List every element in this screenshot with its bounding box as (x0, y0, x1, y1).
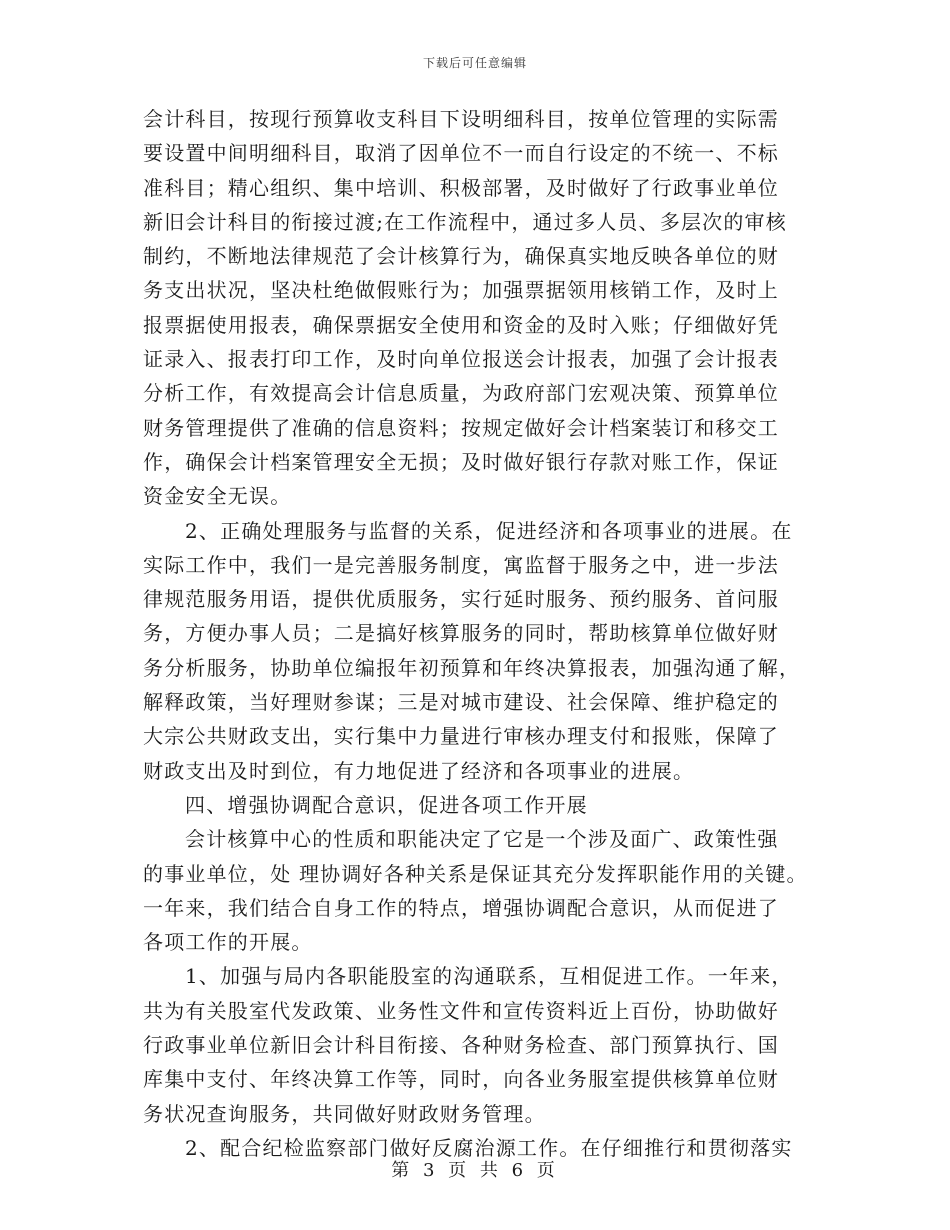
text-line: 各项工作的开展。 (143, 930, 313, 955)
text-line: 证录入、报表打印工作，及时向单位报送会计报表，加强了会计报表 (143, 347, 779, 372)
text-line: 务状况查询服务，共同做好财政财务管理。 (143, 1101, 546, 1126)
text-line: 财务管理提供了准确的信息资料；按规定做好会计档案装订和移交工 (143, 415, 779, 440)
text-line: 行政事业单位新旧会计科目衔接、各种财务检查、部门预算执行、国 (143, 1033, 779, 1058)
text-line: 分析工作，有效提高会计信息质量，为政府部门宏观决策、预算单位 (143, 381, 779, 406)
text-line: 1、加强与局内各职能股室的沟通联系，互相促进工作。一年来， (185, 964, 793, 989)
text-line: 一年来，我们结合自身工作的特点，增强协调配合意识，从而促进了 (143, 895, 779, 920)
text-line: 实际工作中，我们一是完善服务制度，寓监督于服务之中，进一步法 (143, 552, 779, 577)
text-line: 要设置中间明细科目，取消了因单位不一而自行设定的不统一、不标 (143, 141, 779, 166)
text-line: 2、正确处理服务与监督的关系，促进经济和各项事业的进展。在 (185, 518, 793, 543)
text-line: 报票据使用报表，确保票据安全使用和资金的及时入账；仔细做好凭 (143, 312, 779, 337)
text-line: 2、配合纪检监察部门做好反腐治源工作。在仔细推行和贯彻落实 (185, 1135, 793, 1160)
text-line: 准科目；精心组织、集中培训、积极部署，及时做好了行政事业单位 (143, 175, 779, 200)
text-line: 务，方便办事人员；二是搞好核算服务的同时，帮助核算单位做好财 (143, 621, 779, 646)
text-line: 律规范服务用语，提供优质服务，实行延时服务、预约服务、首问服 (143, 587, 779, 612)
text-line: 四、增强协调配合意识，促进各项工作开展 (185, 792, 588, 817)
page-footer: 第 3 页 共 6 页 (391, 1160, 559, 1181)
page-header: 下载后可任意编辑 (422, 56, 527, 70)
text-line: 制约，不断地法律规范了会计核算行为，确保真实地反映各单位的财 (143, 244, 779, 269)
text-line: 会计科目，按现行预算收支科目下设明细科目，按单位管理的实际需 (143, 107, 779, 131)
text-line: 财政支出及时到位，有力地促进了经济和各项事业的进展。 (143, 758, 695, 783)
text-line: 大宗公共财政支出，实行集中力量进行审核办理支付和报账，保障了 (143, 724, 779, 749)
text-line: 共为有关股室代发政策、业务性文件和宣传资料近上百份，协助做好 (143, 998, 779, 1023)
document-body (143, 102, 813, 1165)
text-line: 的事业单位，处 理协调好各种关系是保证其充分发挥职能作用的关键。 (143, 861, 808, 886)
text-line: 务支出状况，坚决杜绝做假账行为；加强票据领用核销工作，及时上 (143, 278, 779, 303)
text-line: 资金安全无误。 (143, 484, 292, 509)
text-line: 作，确保会计档案管理安全无损；及时做好银行存款对账工作，保证 (143, 449, 779, 474)
text-line: 解释政策，当好理财参谋；三是对城市建设、社会保障、维护稳定的 (143, 690, 779, 715)
text-line: 库集中支付、年终决算工作等，同时，向各业务服室提供核算单位财 (143, 1067, 779, 1092)
text-line: 新旧会计科目的衔接过渡;在工作流程中，通过多人员、多层次的审核 (143, 209, 787, 234)
text-line: 务分析服务，协助单位编报年初预算和年终决算报表，加强沟通了解， (143, 655, 801, 680)
text-line: 会计核算中心的性质和职能决定了它是一个涉及面广、政策性强 (185, 827, 779, 852)
